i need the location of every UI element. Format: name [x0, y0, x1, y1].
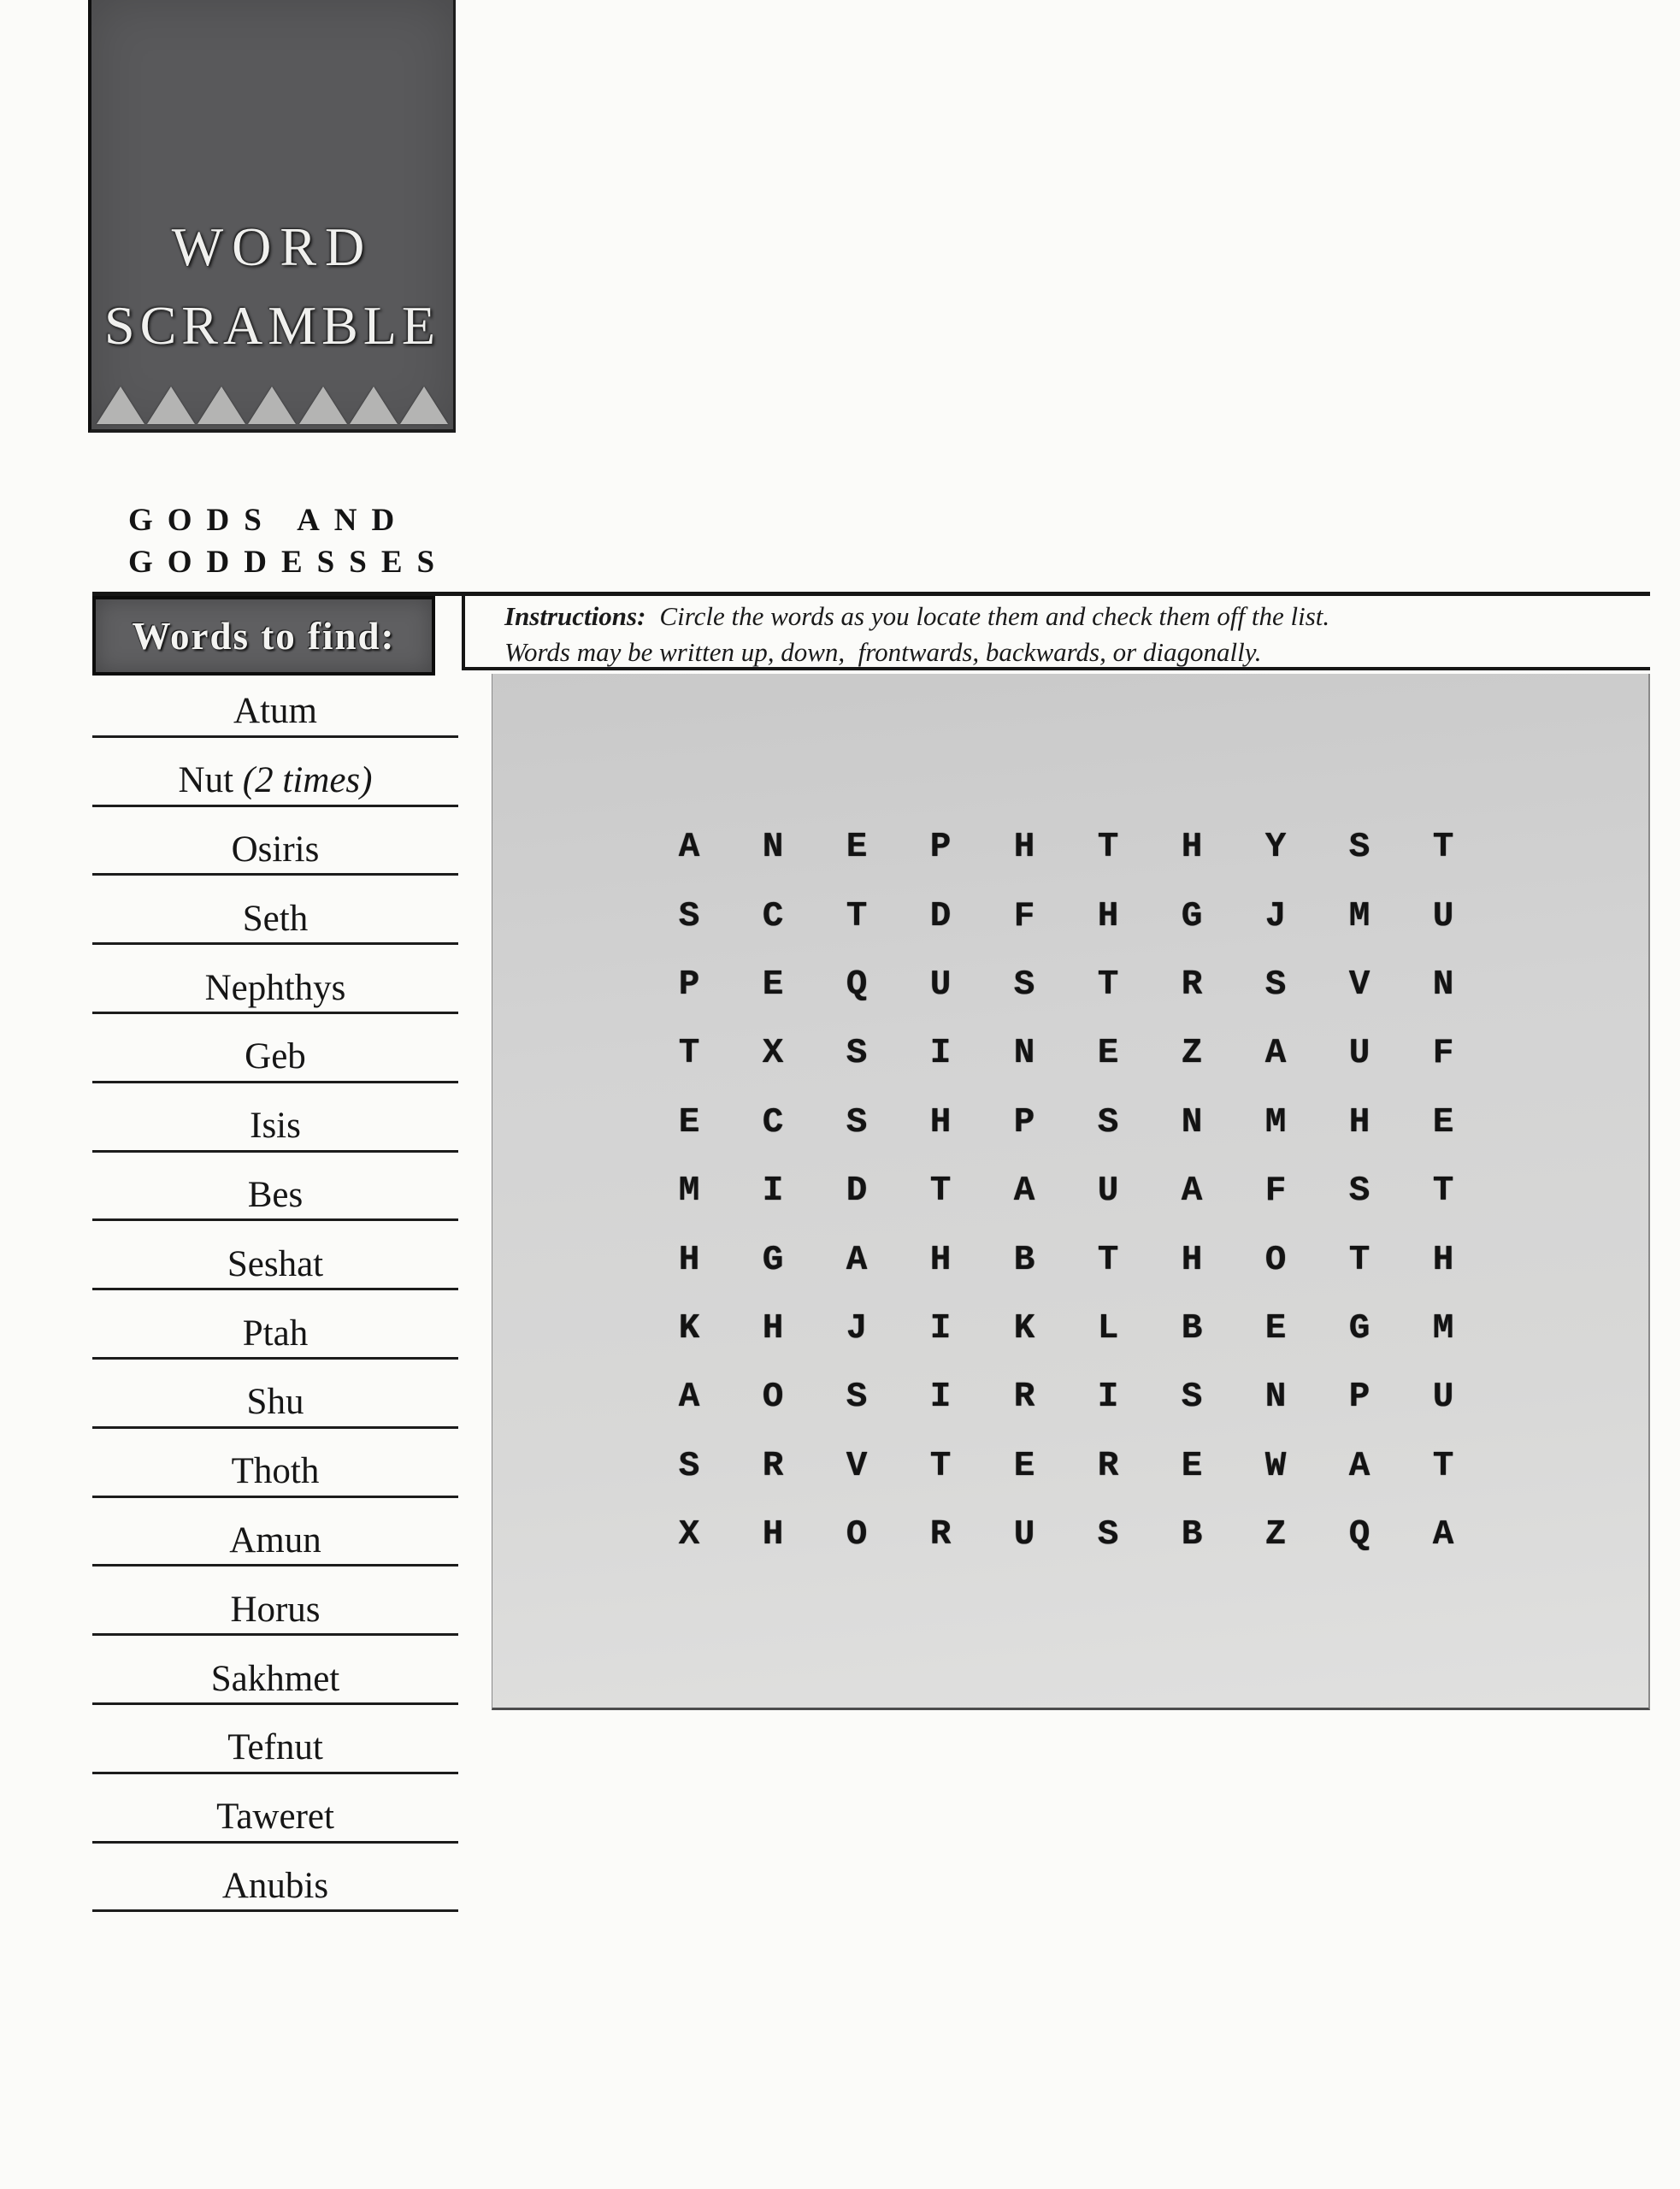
page-title-line1: GODS AND: [128, 503, 410, 538]
grid-letter: H: [1181, 1240, 1203, 1280]
grid-letter: I: [929, 1034, 952, 1074]
grid-letter: H: [1348, 1102, 1371, 1142]
word-text: Amun: [229, 1519, 321, 1561]
grid-letter: I: [1097, 1378, 1119, 1418]
grid-letter: U: [1432, 1378, 1454, 1418]
grid-letter: A: [678, 1378, 700, 1418]
word-text: Seth: [242, 898, 309, 939]
word-text: Osiris: [231, 829, 320, 870]
grid-letter: O: [1264, 1240, 1287, 1280]
grid-letter: M: [1432, 1308, 1454, 1348]
grid-letter: S: [846, 1102, 868, 1142]
word-list-item: [92, 807, 458, 876]
grid-letter: A: [678, 828, 700, 868]
grid-letter: S: [1264, 965, 1287, 1005]
grid-letter: F: [1432, 1034, 1454, 1074]
word-list-item: [92, 1705, 458, 1774]
word-text: Thoth: [231, 1451, 320, 1492]
triangle-icon: [400, 386, 448, 424]
instructions-label: Instructions:: [504, 601, 646, 631]
grid-letter: H: [929, 1240, 952, 1280]
grid-letter: S: [1013, 965, 1035, 1005]
word-text: Sakhmet: [210, 1658, 340, 1699]
grid-letter: S: [678, 896, 700, 936]
grid-letter: E: [678, 1102, 700, 1142]
banner-title-scramble: SCRAMBLE: [104, 295, 440, 356]
word-list-item: [92, 1774, 458, 1844]
grid-letter: H: [762, 1515, 784, 1555]
word-text: Bes: [247, 1174, 304, 1215]
word-text: Atum: [233, 691, 317, 732]
grid-letter: V: [846, 1446, 868, 1486]
grid-letter: D: [929, 896, 952, 936]
word-list-item: [92, 1153, 458, 1222]
grid-letter: F: [1264, 1171, 1287, 1212]
grid-letter: N: [1013, 1034, 1035, 1074]
triangle-icon: [147, 386, 195, 424]
grid-letter: P: [678, 965, 700, 1005]
word-text: Horus: [230, 1589, 321, 1630]
grid-letter: T: [846, 896, 868, 936]
instructions-line2: Words may be written up, down, frontwards, backwards, or diagonally.: [504, 637, 1262, 667]
grid-letter: O: [762, 1378, 784, 1418]
grid-letter: H: [1013, 828, 1035, 868]
grid-letter: E: [1264, 1308, 1287, 1348]
grid-letter: I: [929, 1308, 952, 1348]
grid-letter: T: [1348, 1240, 1371, 1280]
grid-letter: U: [929, 965, 952, 1005]
word-text: Tefnut: [227, 1727, 323, 1768]
grid-letter: T: [1432, 828, 1454, 868]
grid-letter: S: [846, 1034, 868, 1074]
grid-letter: I: [929, 1378, 952, 1418]
grid-letter: Z: [1181, 1034, 1203, 1074]
grid-letter: U: [1013, 1515, 1035, 1555]
grid-letter: R: [1181, 965, 1203, 1005]
grid-letter: A: [1348, 1446, 1371, 1486]
grid-letter: J: [846, 1308, 868, 1348]
instructions-text1: Circle the words as you locate them and check them off the list.: [659, 601, 1330, 631]
grid-letter: I: [762, 1171, 784, 1212]
grid-letter: V: [1348, 965, 1371, 1005]
grid-letter: P: [1348, 1378, 1371, 1418]
word-list-item: [92, 738, 458, 807]
word-text: Anubis: [221, 1865, 329, 1906]
banner-title-word: WORD: [171, 216, 374, 277]
word-list: [92, 669, 458, 1912]
grid-letter: A: [1264, 1034, 1287, 1074]
grid-letter: S: [1097, 1102, 1119, 1142]
grid-letter: E: [846, 828, 868, 868]
instructions-box: [462, 596, 1650, 670]
grid-letter: Z: [1264, 1515, 1287, 1555]
grid-letter: C: [762, 1102, 784, 1142]
grid-letter: N: [1264, 1378, 1287, 1418]
word-list-item: [92, 1429, 458, 1498]
grid-letter: R: [1013, 1378, 1035, 1418]
words-to-find-header: [92, 596, 435, 676]
word-list-item: [92, 1360, 458, 1429]
grid-letter: T: [1432, 1171, 1454, 1212]
grid-letter: E: [1097, 1034, 1119, 1074]
triangle-icon: [299, 386, 347, 424]
grid-letter: A: [1013, 1171, 1035, 1212]
word-text: Taweret: [216, 1797, 334, 1838]
grid-letter: N: [762, 828, 784, 868]
instructions-line1: [504, 599, 1650, 634]
word-list-item: [92, 1636, 458, 1705]
triangle-icon: [197, 386, 245, 424]
grid-letter: G: [762, 1240, 784, 1280]
word-list-item: [92, 945, 458, 1014]
grid-letter: H: [1097, 896, 1119, 936]
grid-letter: S: [678, 1446, 700, 1486]
word-text: Nut: [178, 760, 234, 801]
grid-letter: F: [1013, 896, 1035, 936]
grid-letter: A: [1181, 1171, 1203, 1212]
grid-letter: T: [1432, 1446, 1454, 1486]
grid-letter: R: [762, 1446, 784, 1486]
grid-letter: S: [1348, 1171, 1371, 1212]
grid-letter: Q: [1348, 1515, 1371, 1555]
word-list-item: [92, 1844, 458, 1913]
grid-letter: G: [1348, 1308, 1371, 1348]
grid-letter: N: [1181, 1102, 1203, 1142]
grid-letter: A: [846, 1240, 868, 1280]
grid-letter: J: [1264, 896, 1287, 936]
word-list-item: [92, 1221, 458, 1290]
grid-letter: L: [1097, 1308, 1119, 1348]
page-title-line2: GODDESSES: [128, 545, 450, 580]
grid-letter: S: [1348, 828, 1371, 868]
grid-letter: U: [1432, 896, 1454, 936]
grid-letter: T: [929, 1171, 952, 1212]
words-to-find-label: Words to find:: [132, 614, 396, 658]
word-list-item: [92, 1083, 458, 1153]
grid-letter: S: [1097, 1515, 1119, 1555]
word-text: Ptah: [242, 1313, 309, 1354]
word-list-item: [92, 876, 458, 945]
word-text: Seshat: [227, 1243, 324, 1284]
grid-letter: X: [678, 1515, 700, 1555]
grid-letter: H: [678, 1240, 700, 1280]
grid-letter: H: [929, 1102, 952, 1142]
grid-letter: O: [846, 1515, 868, 1555]
word-list-item: [92, 669, 458, 738]
word-text: Isis: [250, 1106, 301, 1147]
grid-letter: E: [1432, 1102, 1454, 1142]
grid-letter: S: [846, 1378, 868, 1418]
grid-letter: T: [1097, 1240, 1119, 1280]
word-text: Geb: [245, 1036, 306, 1077]
word-list-item: [92, 1290, 458, 1360]
grid-letter: Y: [1264, 828, 1287, 868]
grid-letter: T: [1097, 828, 1119, 868]
word-text: Nephthys: [204, 967, 346, 1008]
word-list-item: [92, 1014, 458, 1083]
grid-letter: E: [762, 965, 784, 1005]
grid-letter: H: [762, 1308, 784, 1348]
grid-letter: B: [1181, 1515, 1203, 1555]
grid-letter: M: [1264, 1102, 1287, 1142]
grid-letter: K: [1013, 1308, 1035, 1348]
grid-letter: W: [1264, 1446, 1287, 1486]
triangle-icon: [350, 386, 398, 424]
grid-letter: D: [846, 1171, 868, 1212]
word-text: Shu: [246, 1382, 304, 1423]
grid-letter: G: [1181, 896, 1203, 936]
puzzle-panel: [492, 674, 1650, 1710]
word-list-item: [92, 1498, 458, 1567]
grid-letter: E: [1013, 1446, 1035, 1486]
grid-letter: A: [1432, 1515, 1454, 1555]
word-scramble-banner: [88, 0, 456, 433]
grid-letter: U: [1348, 1034, 1371, 1074]
letter-grid: [647, 813, 1485, 1569]
grid-letter: R: [929, 1515, 952, 1555]
grid-letter: B: [1181, 1308, 1203, 1348]
grid-letter: Q: [846, 965, 868, 1005]
grid-letter: H: [1181, 828, 1203, 868]
word-note: (2 times): [233, 760, 373, 801]
triangle-icon: [248, 386, 296, 424]
grid-letter: H: [1432, 1240, 1454, 1280]
grid-letter: B: [1013, 1240, 1035, 1280]
grid-letter: M: [1348, 896, 1371, 936]
grid-letter: R: [1097, 1446, 1119, 1486]
word-list-item: [92, 1567, 458, 1636]
grid-letter: K: [678, 1308, 700, 1348]
grid-letter: T: [1097, 965, 1119, 1005]
grid-letter: X: [762, 1034, 784, 1074]
triangle-icon: [97, 386, 144, 424]
grid-letter: P: [929, 828, 952, 868]
page-title: [128, 499, 496, 583]
grid-letter: U: [1097, 1171, 1119, 1212]
grid-letter: N: [1432, 965, 1454, 1005]
banner-triangle-border: [91, 385, 453, 424]
grid-letter: T: [929, 1446, 952, 1486]
grid-letter: S: [1181, 1378, 1203, 1418]
grid-letter: P: [1013, 1102, 1035, 1142]
grid-letter: C: [762, 896, 784, 936]
grid-letter: E: [1181, 1446, 1203, 1486]
grid-letter: M: [678, 1171, 700, 1212]
grid-letter: T: [678, 1034, 700, 1074]
